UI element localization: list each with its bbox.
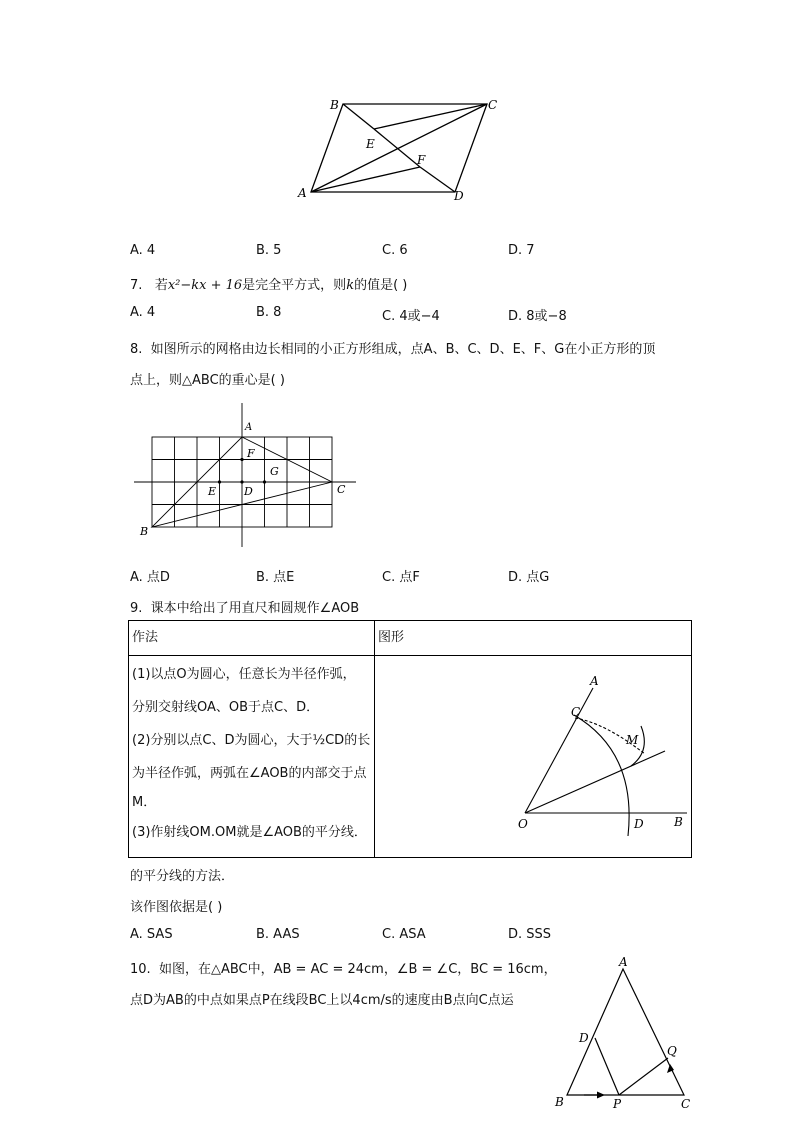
label-d: D <box>454 189 464 203</box>
q6-option-c[interactable]: C. 6 <box>382 243 408 258</box>
q6-option-a[interactable]: A. 4 <box>130 243 156 258</box>
segment-ce <box>374 104 487 129</box>
ray-oa <box>525 688 593 813</box>
q7-text-pre: 若 <box>154 278 168 293</box>
ray-om <box>525 751 665 813</box>
q8-number: 8. <box>130 342 143 357</box>
q9-option-d[interactable]: D. SSS <box>508 927 552 942</box>
q9-step-line-2: 分别交射线OA、OB于点C、D． <box>132 700 320 715</box>
grid-label-f: F <box>247 447 255 460</box>
q9-option-c[interactable]: C. ASA <box>382 927 426 942</box>
tri-label-p: P <box>613 1097 622 1111</box>
figure-angle-bisector <box>375 656 691 856</box>
q9-table <box>128 620 692 858</box>
q9-stem <box>130 597 359 616</box>
label-e: E <box>366 137 375 151</box>
grid-label-d: D <box>244 485 253 498</box>
grid-label-a: A <box>245 422 253 433</box>
angle-label-m: M <box>626 733 639 747</box>
arc-cd <box>574 715 629 836</box>
q7-text-mid: 是完全平方式，则 <box>242 278 347 293</box>
q8-stem-line2 <box>130 369 285 388</box>
label-b: B <box>330 98 339 112</box>
q9-header-method: 作法 <box>129 621 375 656</box>
grid-label-e: E <box>208 485 217 498</box>
q9-tail: 的平分线的方法． <box>130 869 235 884</box>
q10-number: 10. <box>130 962 151 977</box>
tri-label-b: B <box>555 1095 564 1109</box>
q9-number: 9. <box>130 601 143 616</box>
q7-option-c[interactable]: C. 4或−4 <box>382 309 440 324</box>
q7-option-b[interactable]: B. 8 <box>256 305 282 320</box>
grid-label-g: G <box>270 465 279 478</box>
q9-step-line-5: M． <box>132 795 157 810</box>
q8-line2: 点上，则△ABC的重心是( ) <box>130 373 285 388</box>
segment-pq <box>619 1058 668 1095</box>
label-f: F <box>417 153 426 167</box>
q7-number: 7. <box>130 278 143 293</box>
q9-option-b[interactable]: B. AAS <box>256 927 300 942</box>
q9-steps-cell <box>129 656 375 858</box>
tri-label-a: A <box>619 955 628 969</box>
q9-figure-cell <box>375 656 692 858</box>
q9-intro: 课本中给出了用直尺和圆规作∠AOB <box>150 601 360 616</box>
q9-option-a[interactable]: A. SAS <box>130 927 173 942</box>
q8-option-c[interactable]: C. 点F <box>382 570 420 585</box>
q8-line1: 如图所示的网格由边长相同的小正方形组成，点A、B、C、D、E、F、G在小正方形的顶 <box>150 342 656 357</box>
q9-step-line-3: (2)分别以点C、D为圆心，大于½CD的长 <box>132 733 371 748</box>
label-c: C <box>488 98 498 112</box>
angle-label-c: C <box>571 705 581 719</box>
q9-step-line-1: (1)以点O为圆心，任意长为半径作弧， <box>132 667 356 682</box>
q9-step-line-4: 为半径作弧，两弧在∠AOB的内部交于点 <box>132 766 367 781</box>
q10-line1: 如图，在△ABC中，AB = AC = 24cm，∠B = ∠C，BC = 16cm， <box>158 962 557 977</box>
arrow-head-bp <box>597 1092 605 1099</box>
q7-var: k <box>346 278 355 293</box>
tri-label-d: D <box>579 1031 589 1045</box>
q8-option-d[interactable]: D. 点G <box>508 570 550 585</box>
angle-label-a: A <box>590 674 599 688</box>
q6-option-d[interactable]: D. 7 <box>508 243 535 258</box>
segment-af <box>311 167 420 192</box>
segment-be <box>343 104 374 129</box>
q7-option-d[interactable]: D. 8或−8 <box>508 309 567 324</box>
segment-ef <box>374 129 420 167</box>
q10-stem-line1 <box>130 958 557 977</box>
q8-stem-line1 <box>130 338 655 357</box>
angle-label-d: D <box>634 817 644 831</box>
grid-label-c: C <box>337 483 346 496</box>
grid-label-b: B <box>140 525 149 538</box>
q7-expr: x²−kx + 16 <box>167 278 243 293</box>
figure-triangle-dpq <box>550 955 700 1115</box>
segment-fd <box>420 167 455 192</box>
figure-parallelogram <box>290 90 510 210</box>
q9-step-line-6: (3)作射线OM.OM就是∠AOB的平分线． <box>132 825 367 840</box>
q8-option-b[interactable]: B. 点E <box>256 570 295 585</box>
segment-dp <box>595 1038 619 1095</box>
q8-option-a[interactable]: A. 点D <box>130 570 170 585</box>
diagonal-ac <box>311 104 487 192</box>
q7-text-post: 的值是( ) <box>354 278 408 293</box>
label-a: A <box>298 186 307 200</box>
angle-label-b: B <box>674 815 683 829</box>
tri-label-c: C <box>681 1097 691 1111</box>
figure-grid <box>130 400 365 550</box>
tri-label-q: Q <box>667 1044 677 1058</box>
q7-stem <box>130 274 407 293</box>
q10-stem-line2: 点D为AB的中点如果点P在线段BC上以4cm/s的速度由B点向C点运 <box>130 993 514 1008</box>
q9-question: 该作图依据是( ) <box>130 900 223 915</box>
q7-option-a[interactable]: A. 4 <box>130 305 156 320</box>
q6-option-b[interactable]: B. 5 <box>256 243 282 258</box>
q9-header-figure: 图形 <box>375 621 692 656</box>
angle-label-o: O <box>518 817 528 831</box>
